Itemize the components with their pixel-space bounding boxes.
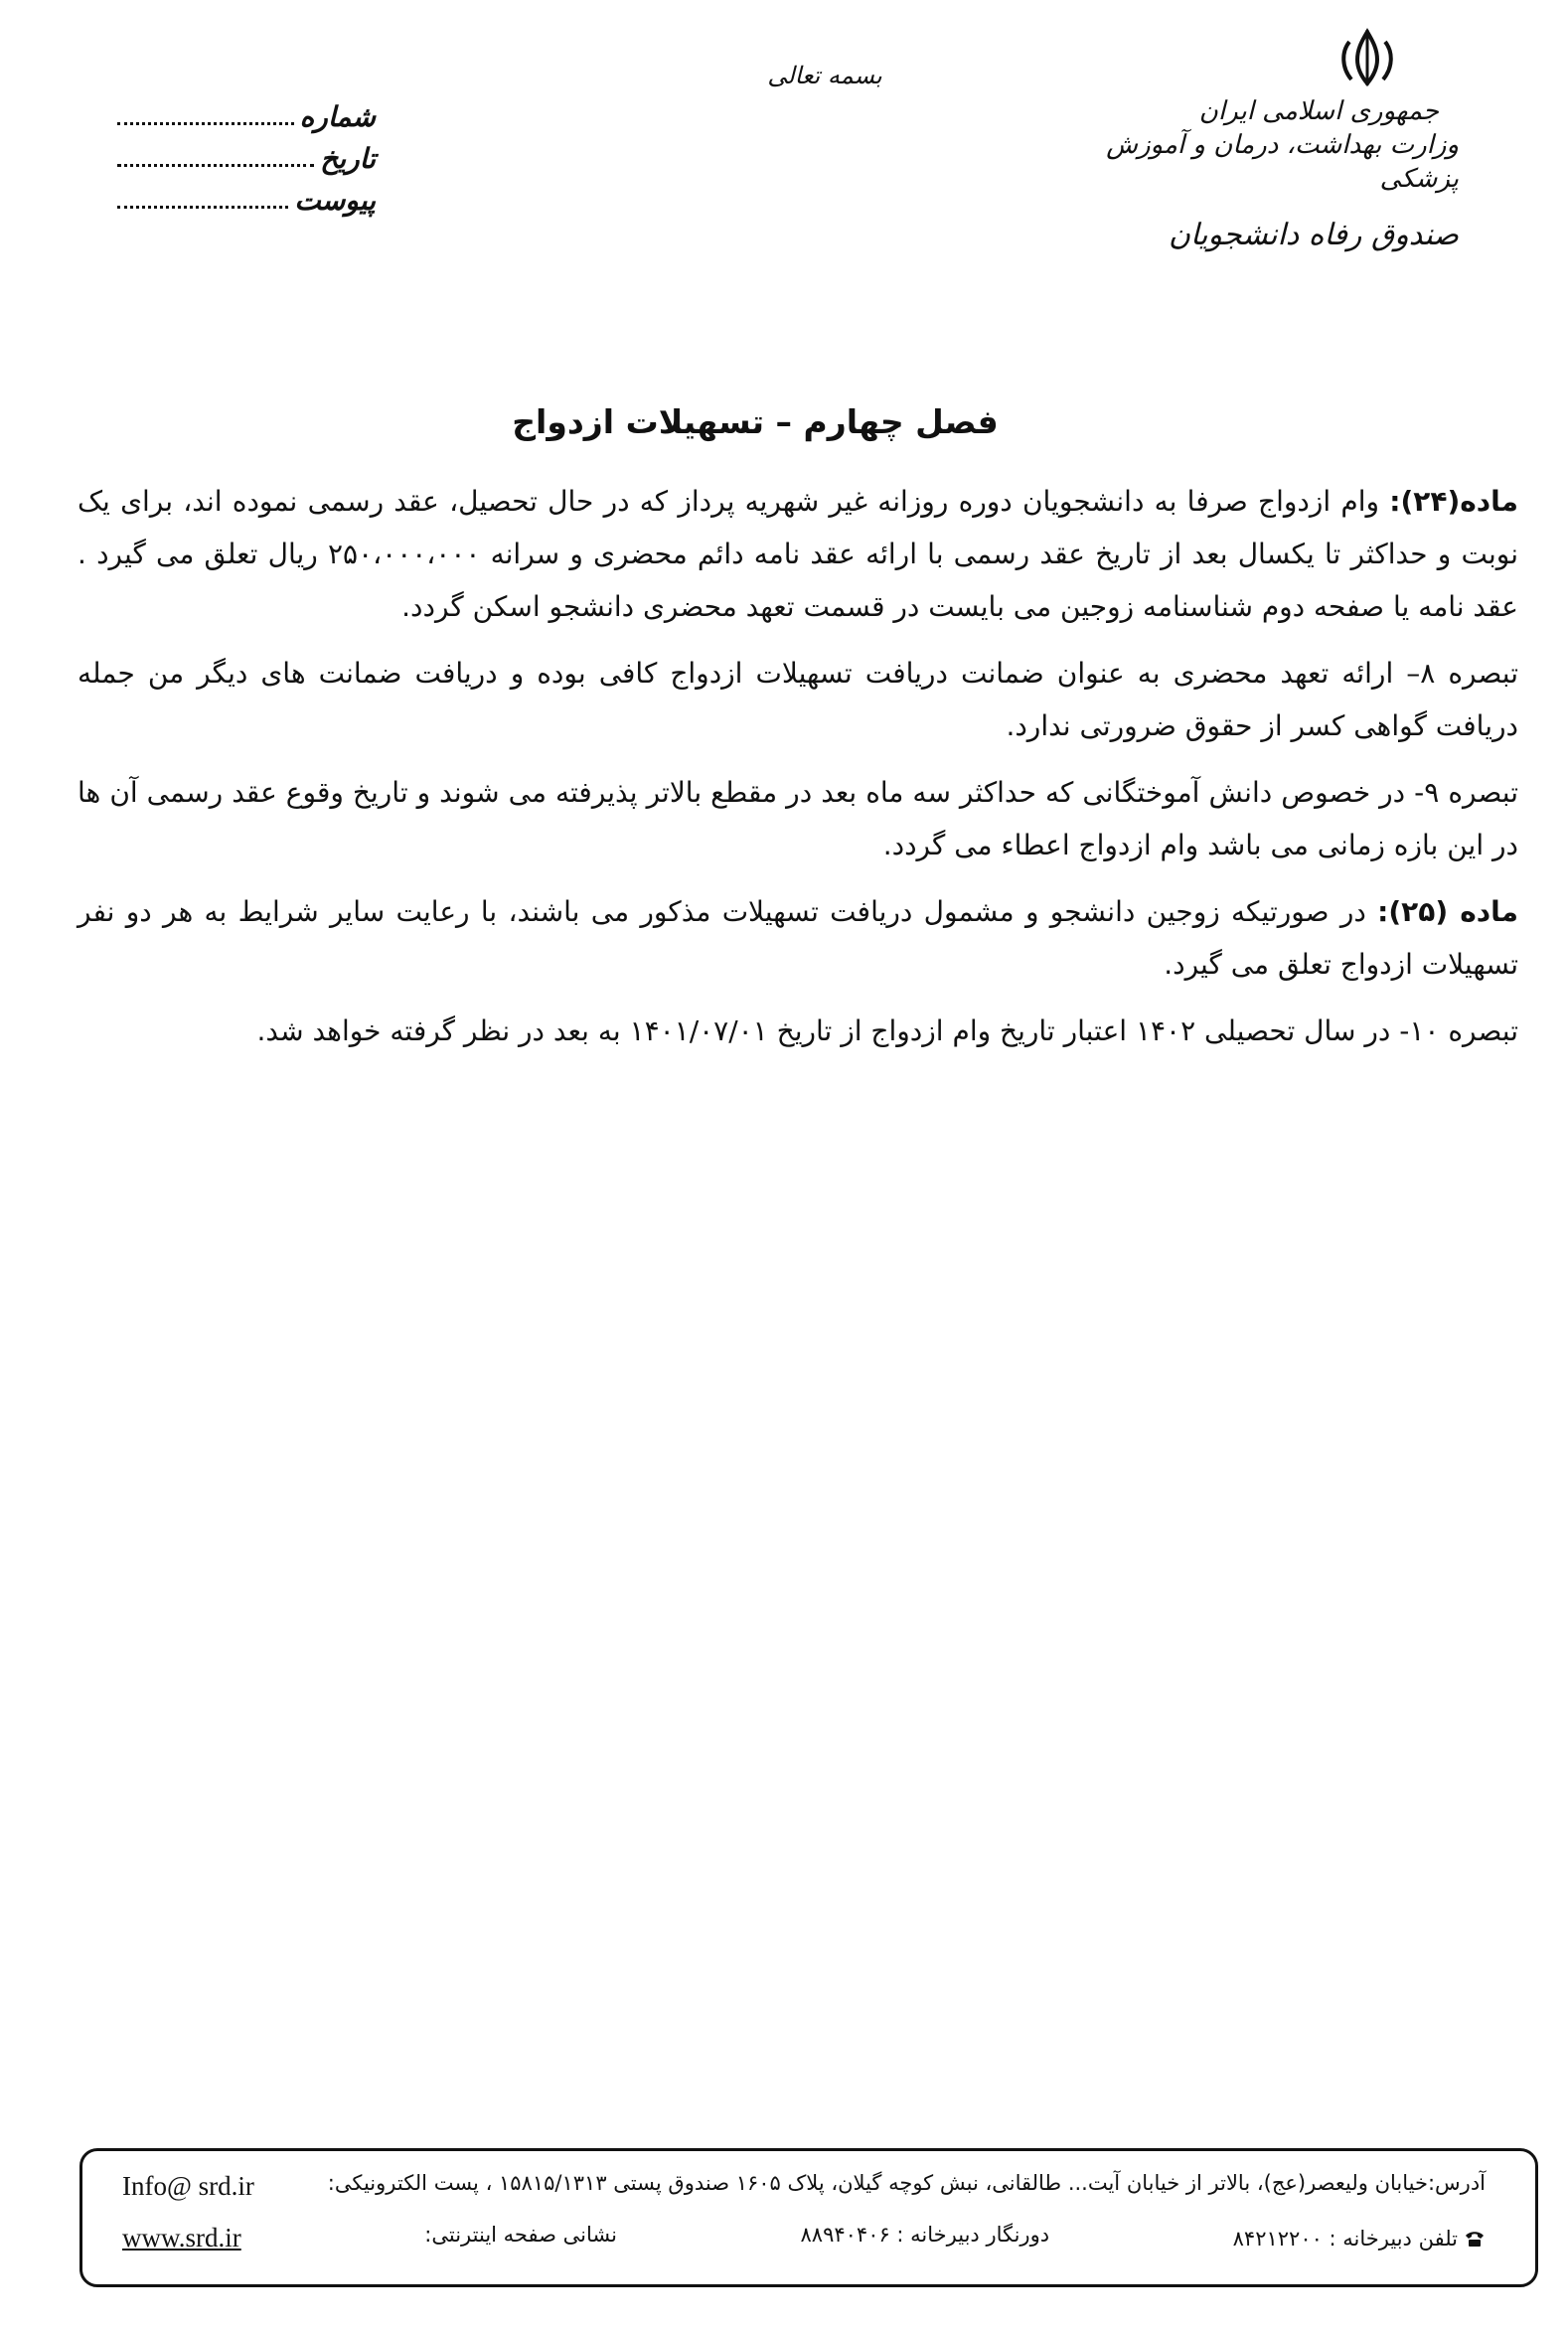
- footer-fax: دورنگار دبیرخانه : ۸۸۹۴۰۴۰۶: [800, 2223, 1050, 2247]
- article-25: [78, 885, 1518, 991]
- date-field: [117, 133, 376, 175]
- footer-address-line: [122, 2171, 1486, 2202]
- organization-header: [1101, 28, 1459, 252]
- emblem-icon: [1335, 28, 1399, 87]
- note-8: تبصره ۸– ارائه تعهد محضری به عنوان ضمانت دریافت تسهیلات ازدواج کافی بوده و دریافت ضمانت های دیگر من جمله دریافت گواهی کسر از حقوق ضرورتی ندارد.: [78, 657, 1518, 742]
- footer-email[interactable]: Info@ srd.ir: [122, 2171, 254, 2201]
- footer-phone: [1233, 2223, 1486, 2253]
- note-9: تبصره ۹- در خصوص دانش آموختگانی که حداکثر سه ماه بعد در مقطع بالاتر پذیرفته می شوند و تاریخ وقوع عقد رسمی آن ها در این بازه زمانی می باشد وام ازدواج اعطاء می گردد.: [78, 776, 1518, 861]
- footer-contact-line: [122, 2223, 1486, 2253]
- number-dots: [117, 108, 294, 125]
- org-line-1: جمهوری اسلامی ایران: [1198, 96, 1439, 126]
- footer-phone-text: تلفن دبیرخانه : ۸۴۲۱۲۲۰۰: [1232, 2226, 1458, 2251]
- number-field: [117, 91, 376, 133]
- footer-website-label: نشانی صفحه اینترنتی:: [424, 2223, 617, 2247]
- attachment-label: پیوست: [294, 184, 376, 217]
- footer: [79, 2148, 1538, 2287]
- note-10: تبصره ۱۰- در سال تحصیلی ۱۴۰۲ اعتبار تاریخ وام ازدواج از تاریخ ۱۴۰۱/۰۷/۰۱ به بعد در نظر گرفته خواهد شد.: [256, 1014, 1518, 1047]
- number-label: شماره: [299, 100, 376, 133]
- footer-website-link[interactable]: www.srd.ir: [122, 2223, 241, 2252]
- attachment-field: [117, 175, 376, 217]
- footer-address: آدرس:خیابان ولیعصر(عج)، بالاتر از خیابان آیت‌... طالقانی، نبش کوچه گیلان، پلاک ۱۶۰۵ صندوق پستی ۱۵۸۱۵/۱۳۱۳ ، پست الکترونیکی:: [327, 2171, 1486, 2195]
- article-24: [78, 475, 1518, 633]
- org-line-2: وزارت بهداشت، درمان و آموزش پزشکی: [1106, 129, 1459, 194]
- article-25-label: ماده (۲۵):: [1377, 895, 1519, 928]
- page-title: فصل چهارم – تسهیلات ازدواج: [512, 402, 999, 441]
- attachment-dots: [117, 192, 288, 209]
- article-24-text: وام ازدواج صرفا به دانشجویان دوره روزانه غیر شهریه پرداز که در حال تحصیل، عقد رسمی نموده اند، برای یک نوبت و حداکثر تا یکسال بعد از تاریخ عقد رسمی با ارائه عقد نامه دائم محضری و سرانه ۲۵۰،۰۰۰،۰۰۰ ریال تعلق می گیرد . عقد نامه یا صفحه دوم شناسنامه زوجین می بایست در قسمت تعهد محضری دانشجو اسکن گردد.: [78, 485, 1518, 623]
- article-24-label: ماده(۲۴):: [1389, 485, 1518, 518]
- document-body: [78, 475, 1518, 1071]
- org-line-3: صندوق رفاه دانشجویان: [1169, 218, 1459, 253]
- article-25-text: در صورتیکه زوجین دانشجو و مشمول دریافت تسهیلات مذکور می باشند، با رعایت سایر شرایط به هر دو نفر تسهیلات ازدواج تعلق می گیرد.: [78, 895, 1518, 981]
- phone-icon: [1464, 2230, 1486, 2248]
- letter-fields: [117, 91, 376, 217]
- date-label: تاریخ: [320, 142, 376, 175]
- bismillah: بسمه تعالی: [767, 62, 882, 89]
- date-dots: [117, 150, 314, 167]
